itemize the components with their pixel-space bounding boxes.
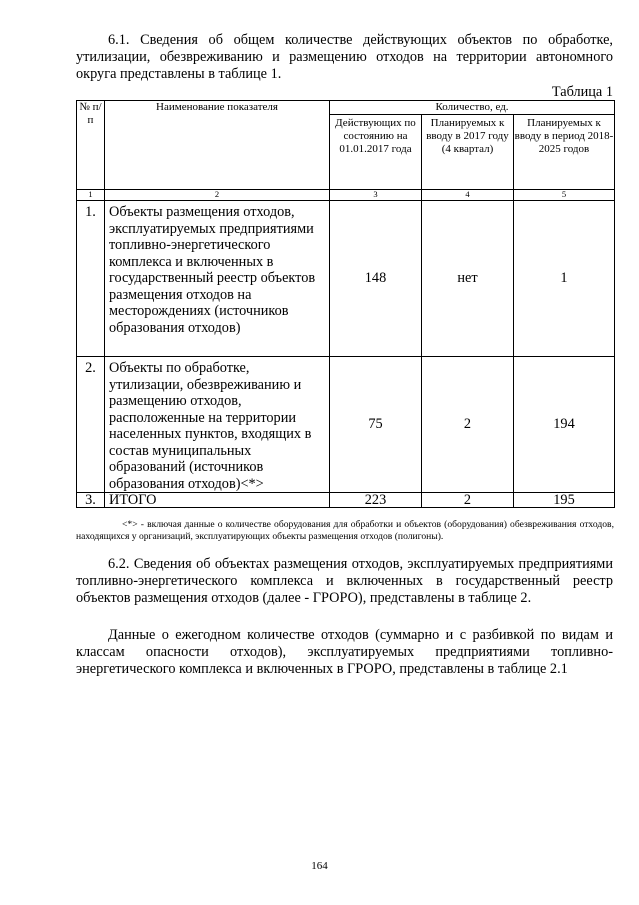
page-number: 164: [311, 860, 328, 872]
row-value-2017: нет: [422, 201, 514, 357]
table-row: [77, 201, 615, 357]
column-number: 5: [514, 190, 615, 201]
column-number: 3: [330, 190, 422, 201]
intro-paragraph: 6.1. Сведения об общем количестве действующих объектов по обработке, утилизации, обезвреживанию и размещению отходов на территории автономного округа представлены в таблице 1.: [76, 32, 613, 82]
row-number: 1.: [77, 201, 105, 357]
header-col4: Планируемых к вводу в 2017 году (4 квартал): [422, 115, 514, 190]
row-value-active: 75: [330, 357, 422, 493]
row-name: Объекты по обработке, утилизации, обезвреживанию и размещению отходов, расположенные на территории населенных пунктов, входящих в состав муниципальных образований (источников образования отходов)<*>: [105, 357, 330, 493]
row-value-2017: 2: [422, 357, 514, 493]
row-value-2017: 2: [422, 493, 514, 508]
column-number: 4: [422, 190, 514, 201]
objects-table: [76, 100, 615, 508]
column-number: 2: [105, 190, 330, 201]
table-row-total: [77, 493, 615, 508]
table-footnote: <*> - включая данные о количестве оборудования для обработки и объектов (оборудования) обезвреживания отходов, находящихся у организаций, эксплуатирующих объекты размещения отходов (полигоны).: [76, 519, 614, 542]
header-quantity: Количество, ед.: [330, 101, 615, 115]
column-numbers-row: [77, 190, 615, 201]
row-value-2018-2025: 194: [514, 357, 615, 493]
row-name: ИТОГО: [105, 493, 330, 508]
row-name: Объекты размещения отходов, эксплуатируемых предприятиями топливно-энергетического комплекса и включенных в государственный реестр объектов размещения отходов на месторождениях (источников образования отходов): [105, 201, 330, 357]
header-col5: Планируемых к вводу в период 2018-2025 годов: [514, 115, 615, 190]
row-number: 3.: [77, 493, 105, 508]
table-label: Таблица 1: [551, 84, 613, 100]
header-num: № п/п: [77, 101, 105, 190]
row-value-2018-2025: 1: [514, 201, 615, 357]
column-number: 1: [77, 190, 105, 201]
table-row: [77, 357, 615, 493]
row-value-2018-2025: 195: [514, 493, 615, 508]
paragraph-6-2: 6.2. Сведения об объектах размещения отходов, эксплуатируемых предприятиями топливно-энергетического комплекса и включенных в государственный реестр объектов размещения отходов (далее - ГРОРО), представлены в таблице 2.: [76, 556, 613, 606]
row-value-active: 223: [330, 493, 422, 508]
row-number: 2.: [77, 357, 105, 493]
row-value-active: 148: [330, 201, 422, 357]
header-col3: Действующих по состоянию на 01.01.2017 года: [330, 115, 422, 190]
header-name: Наименование показателя: [105, 101, 330, 190]
paragraph-table-2-1: Данные о ежегодном количестве отходов (суммарно и с разбивкой по видам и классам опасности отходов), эксплуатируемых предприятиями топливно-энергетического комплекса и включенных в ГРОРО, представлены в таблице 2.1: [76, 627, 613, 677]
